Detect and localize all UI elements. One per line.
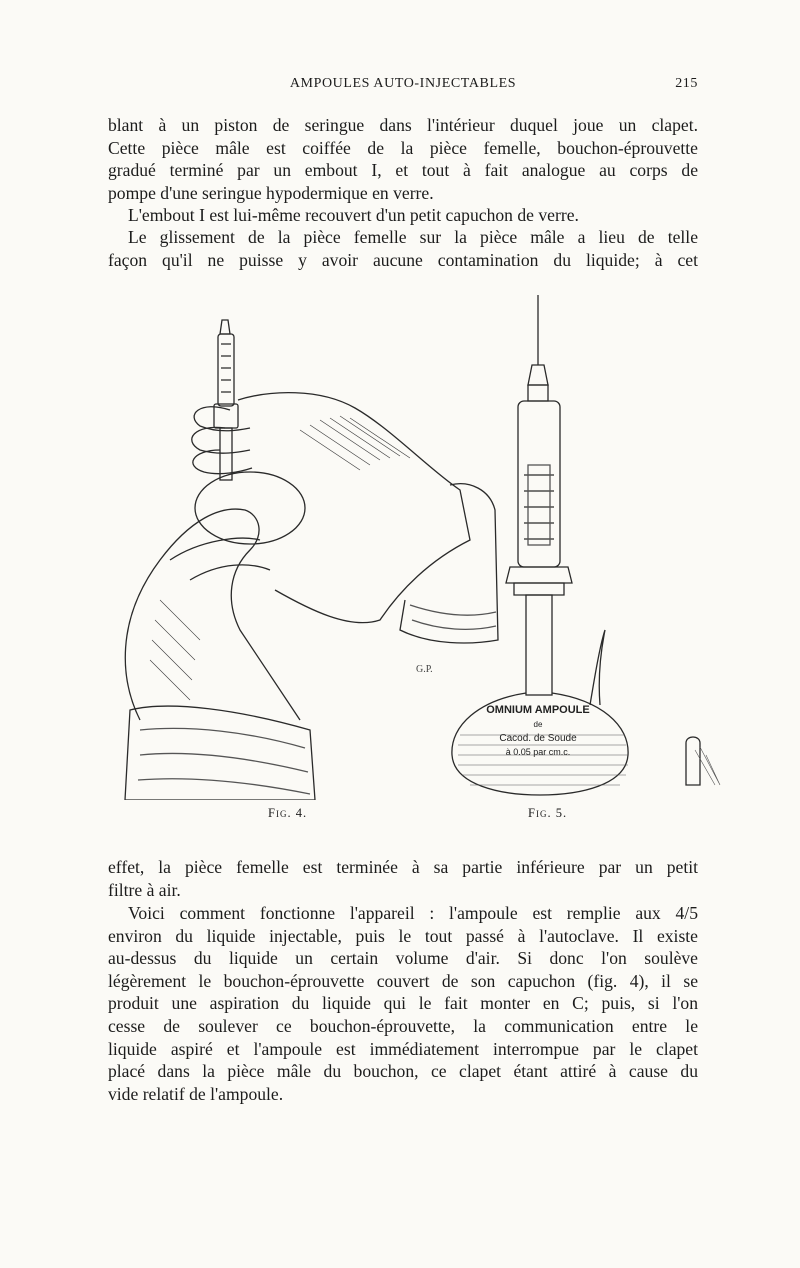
figure-5-caption: Fig. 5.	[528, 806, 568, 820]
text-line: Cette pièce mâle est coiffée de la pièce femelle, bouchon-éprouvette	[108, 137, 698, 158]
text-line: légèrement le bouchon-éprouvette couvert de son capuchon (fig. 4), il se	[108, 970, 698, 991]
running-head-title: AMPOULES AUTO-INJECTABLES	[289, 76, 517, 91]
text-line: façon qu'il ne puisse y avoir aucune contamination du liquide; à cet	[108, 249, 698, 270]
text-line: produit une aspiration du liquide qui le fait monter en C; puis, si l'on	[108, 993, 698, 1014]
text-line: Le glissement de la pièce femelle sur la pièce mâle a lieu de telle	[128, 227, 698, 247]
paragraph-2	[108, 204, 698, 227]
paragraph-5	[108, 902, 698, 1105]
text-line: L'embout I est lui-même recouvert d'un petit capuchon de verre.	[128, 205, 579, 225]
paragraph-4	[108, 856, 698, 901]
text-line: Voici comment fonctionne l'appareil : l'ampoule est remplie aux 4/5	[128, 903, 698, 923]
text-line: liquide aspiré et l'ampoule est immédiatement interrompue par le clapet	[108, 1038, 698, 1059]
flask-label-line3: Cacod. de Soude	[499, 733, 577, 744]
text-line: environ du liquide injectable, puis le tout passé à l'autoclave. Il existe	[108, 925, 698, 946]
text-line: gradué terminé par un embout I, et tout à fait analogue au corps de	[108, 160, 698, 181]
flask-label-line2: de	[533, 720, 543, 729]
figure-5-illustration	[440, 295, 740, 800]
text-line: blant à un piston de seringue dans l'intérieur duquel joue un clapet.	[108, 115, 698, 135]
text-line: vide relatif de l'ampoule.	[108, 1083, 284, 1104]
text-line: pompe d'une seringue hypodermique en verre.	[108, 182, 434, 203]
text-line: filtre à air.	[108, 879, 181, 900]
paragraph-3	[108, 226, 698, 271]
text-line: au-dessus du liquide un certain volume d'air. Si donc l'on soulève	[108, 948, 698, 969]
flask-label-line4: à 0.05 par cm.c.	[505, 747, 571, 757]
engraver-mark: G.P.	[416, 664, 433, 675]
figure-4-caption: Fig. 4.	[268, 806, 308, 820]
flask-label-line1: OMNIUM AMPOULE	[486, 704, 590, 716]
text-line: cesse de soulever ce bouchon-éprouvette, la communication entre le	[108, 1015, 698, 1036]
running-head	[108, 76, 698, 96]
text-line: effet, la pièce femelle est terminée à sa partie inférieure par un petit	[108, 857, 698, 877]
paragraph-1	[108, 114, 698, 204]
text-line: placé dans la pièce mâle du bouchon, ce clapet étant attiré à cause du	[108, 1061, 698, 1082]
page-number: 215	[675, 76, 698, 91]
